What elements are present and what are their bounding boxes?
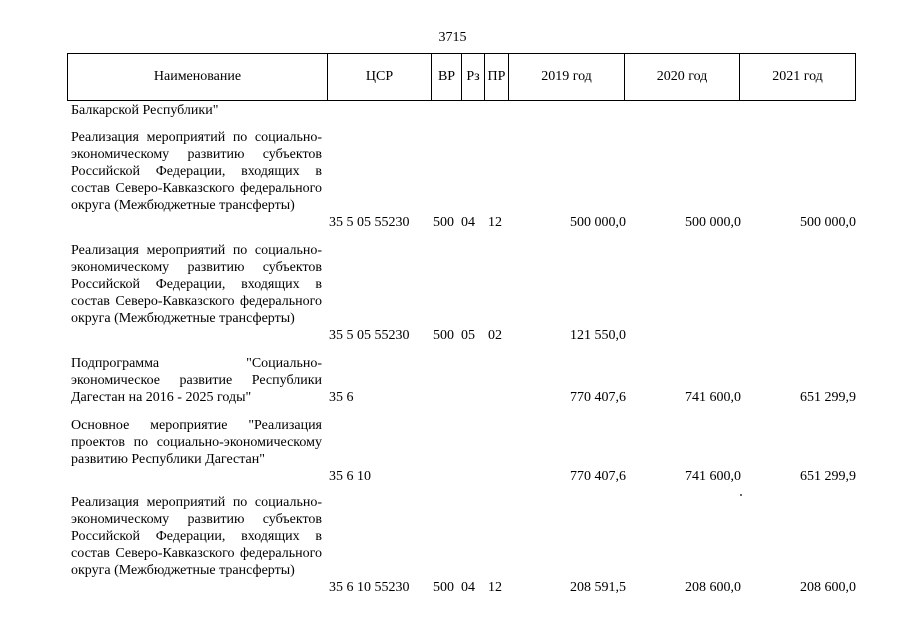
row-vr: 500 <box>433 580 454 595</box>
row-2021: 651 299,9 <box>800 469 856 484</box>
row-2019: 208 591,5 <box>570 580 626 595</box>
header-vr: ВР <box>432 54 462 101</box>
row-name: Подпрограмма "Социально-экономическое развитие Республики Дагестан на 2016 - 2025 годы" <box>71 356 322 405</box>
row-rz: 05 <box>461 328 475 343</box>
row-pr: 02 <box>488 328 502 343</box>
row-2019: 500 000,0 <box>570 215 626 230</box>
row-rz: 04 <box>461 580 475 595</box>
row-pr: 12 <box>488 215 502 230</box>
row-2021: 651 299,9 <box>800 390 856 405</box>
row-2019: 770 407,6 <box>570 469 626 484</box>
header-2021: 2021 год <box>740 54 856 101</box>
row-2020: 741 600,0 <box>685 469 741 484</box>
row-csr: 35 5 05 55230 <box>329 328 410 343</box>
row-vr: 500 <box>433 215 454 230</box>
header-name: Наименование <box>68 54 328 101</box>
row-name: Основное мероприятие "Реализация проектов по социально-экономическому развитию Республики Дагестан" <box>71 418 322 467</box>
row-name: Реализация мероприятий по социально-экономическому развитию субъектов Российской Федерации, входящих в состав Северо-Кавказского федерального округа (Межбюджетные трансферты) <box>71 130 322 213</box>
header-pr: ПР <box>485 54 509 101</box>
row-2019: 121 550,0 <box>570 328 626 343</box>
header-2020: 2020 год <box>625 54 740 101</box>
page-number: 3715 <box>438 30 467 45</box>
row-2020: 500 000,0 <box>685 215 741 230</box>
row-2019: 770 407,6 <box>570 390 626 405</box>
row-name: Реализация мероприятий по социально-экономическому развитию субъектов Российской Федерации, входящих в состав Северо-Кавказского федерального округа (Межбюджетные трансферты) <box>71 243 322 326</box>
row-csr: 35 6 10 <box>329 469 371 484</box>
row-2021: 500 000,0 <box>800 215 856 230</box>
row-csr: 35 5 05 55230 <box>329 215 410 230</box>
row-vr: 500 <box>433 328 454 343</box>
header-2019: 2019 год <box>509 54 625 101</box>
header-rz: Рз <box>462 54 485 101</box>
header-csr: ЦСР <box>328 54 432 101</box>
row-pr: 12 <box>488 580 502 595</box>
scan-speck <box>740 494 742 496</box>
row-rz: 04 <box>461 215 475 230</box>
row-csr: 35 6 <box>329 390 354 405</box>
row-name: Реализация мероприятий по социально-экономическому развитию субъектов Российской Федерации, входящих в состав Северо-Кавказского федерального округа (Межбюджетные трансферты) <box>71 495 322 578</box>
row-name: Балкарской Республики" <box>71 103 219 118</box>
row-csr: 35 6 10 55230 <box>329 580 410 595</box>
row-2020: 208 600,0 <box>685 580 741 595</box>
row-2021: 208 600,0 <box>800 580 856 595</box>
row-2020: 741 600,0 <box>685 390 741 405</box>
